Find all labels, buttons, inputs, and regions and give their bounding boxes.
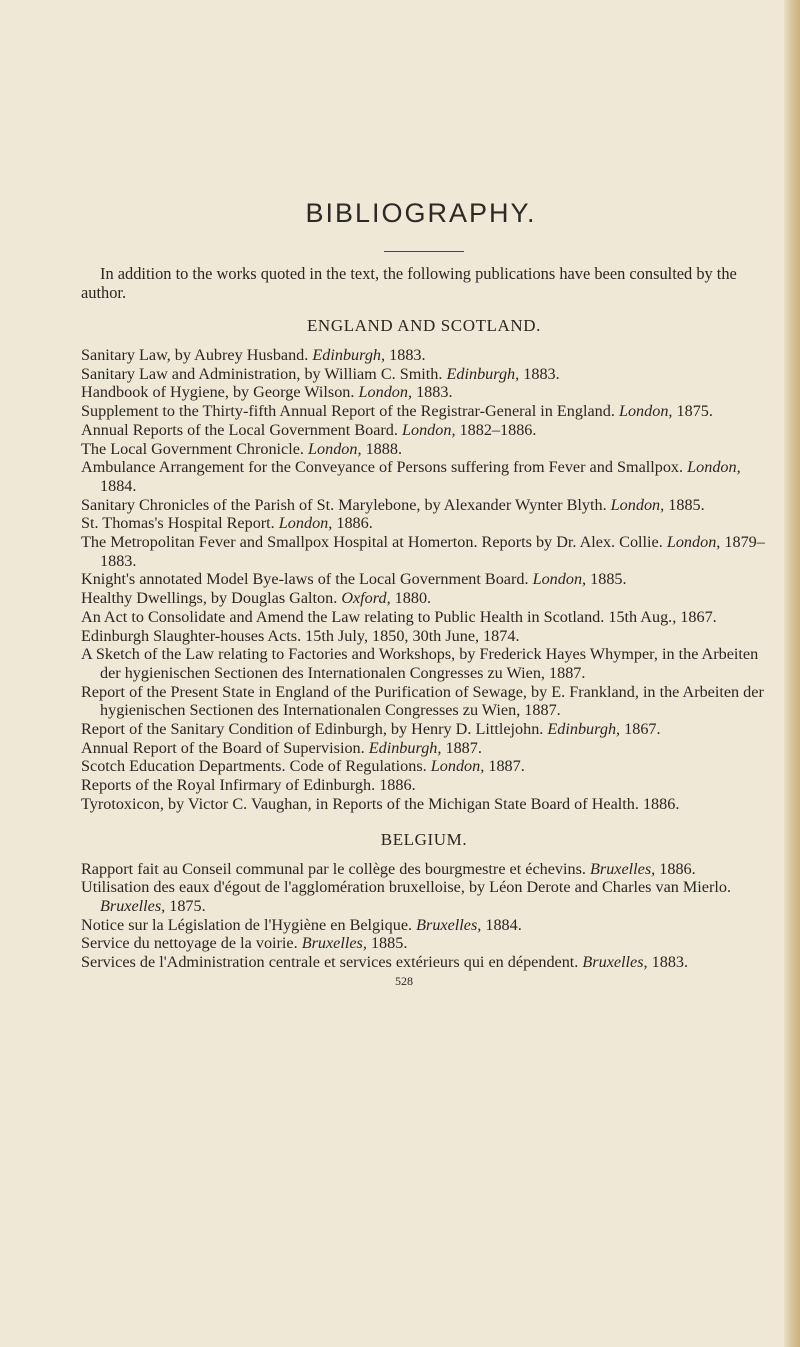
section-heading-belgium: BELGIUM. [380,829,468,849]
bibliography-entry [81,757,767,776]
entry-place: Bruxelles, [100,896,166,915]
bibliography-entry [81,934,767,953]
entry-text: Rapport fait au Conseil communal par le collège des bourgmestre et échevins. [81,859,591,878]
intro-paragraph: In addition to the works quoted in the text, the following publications have been consulted by the author. [81,264,737,302]
bibliography-entry [81,458,767,495]
entry-date: 1867. [620,720,661,739]
entry-place: Edinburgh, [547,720,621,739]
entry-date: 1879–1883. [100,533,765,570]
entry-date: 1883. [412,383,453,402]
page-content [81,198,767,989]
entry-text: The Local Government Chronicle. [81,439,308,458]
entry-text: Supplement to the Thirty-fifth Annual Report of the Registrar-General in England. [81,402,619,421]
entry-text: Scotch Education Departments. Code of Regulations. [81,757,431,776]
bibliography-entry [81,421,767,440]
entry-place: Oxford, [341,589,391,608]
entry-date: 1884. [100,476,137,495]
page-title: BIBLIOGRAPHY. [305,198,537,228]
entry-date: 1885. [664,495,705,514]
entry-date: 1885. [586,570,627,589]
entry-place: Edinburgh, [368,738,442,757]
entry-text: Tyrotoxicon, by Victor C. Vaughan, in Reports of the Michigan State Board of Health. 1886. [81,794,680,813]
entry-place: Bruxelles, [416,915,482,934]
entry-place: London, [358,383,413,402]
entry-text: Service du nettoyage de la voirie. [81,934,302,953]
entry-text: Reports of the Royal Infirmary of Edinburgh. 1886. [81,776,416,795]
bibliography-entry [81,645,767,682]
entry-date: 1883. [385,346,426,364]
entry-text: Utilisation des eaux d'égout de l'agglomération bruxelloise, by Léon Derote and Charles van Mierlo. [81,878,732,897]
entry-place: Bruxelles, [590,859,656,878]
bibliography-entry [81,878,767,915]
page-number: 528 [395,973,413,988]
bibliography-entry [81,739,767,758]
bibliography-entry [81,860,767,879]
title-rule [384,251,464,252]
entry-place: London, [610,495,665,514]
entry-date: 1880. [390,589,432,608]
entry-text: An Act to Consolidate and Amend the Law relating to Public Health in Scotland. 15th Aug., 1867. [81,607,717,626]
bibliography-entry [81,383,767,402]
entry-place: Bruxelles, [301,934,367,953]
entry-text: Sanitary Chronicles of the Parish of St. Marylebone, by Alexander Wynter Blyth. [81,495,611,514]
entries-england-scotland [81,346,767,814]
entries-belgium [81,860,767,972]
bibliography-entry [81,402,767,421]
bibliography-entry [81,720,767,739]
entry-text: Report of the Sanitary Condition of Edinburgh, by Henry D. Littlejohn. [81,720,548,739]
bibliography-entry [81,440,767,459]
entry-place: Bruxelles, [582,953,648,972]
entry-date: 1883. [519,364,560,383]
page-edge [784,0,800,1347]
entry-date: 1886. [332,514,373,533]
entry-text: Handbook of Hygiene, by George Wilson. [81,383,359,402]
entry-place: London, [430,757,485,776]
entry-place: Edinburgh, [446,364,520,383]
entry-date: 1887. [441,738,482,757]
bibliography-entry [81,953,767,972]
entry-text: Sanitary Law, by Aubrey Husband. [81,346,313,364]
bibliography-entry [81,365,767,384]
bibliography-entry [81,916,767,935]
bibliography-entry [81,346,767,365]
bibliography-entry [81,627,767,646]
entry-date: 1887. [484,757,525,776]
entry-text: Report of the Present State in England of the Purification of Sewage, by E. Frankland, in the Arbeiten der hygienischen Sectionen des Internationalen Congresses zu Wien, 1887. [81,682,764,720]
entry-text: Annual Report of the Board of Supervision. [81,738,369,757]
entry-text: Knight's annotated Model Bye-laws of the Local Government Board. [81,570,533,589]
entry-text: Annual Reports of the Local Government Board. [81,420,402,439]
entry-place: London, [666,533,721,552]
entry-date: 1882–1886. [455,420,537,439]
entry-place: London, [532,570,587,589]
entry-date: 1886. [655,859,696,878]
bibliography-entry [81,496,767,515]
entry-date: 1885. [366,934,408,953]
entry-place: London, [308,439,362,458]
entry-place: London, [401,420,456,439]
entry-place: London, [278,514,333,533]
entry-text: Sanitary Law and Administration, by William C. Smith. [81,364,447,383]
entry-date: 1875. [165,896,206,915]
entry-place: London, [618,402,673,421]
bibliography-entry [81,533,767,570]
bibliography-entry [81,608,767,627]
entry-place: Edinburgh, [312,346,386,364]
entry-text: Services de l'Administration centrale et services extérieurs qui en dépendent. [81,953,583,972]
entry-date: 1875. [672,402,713,421]
entry-text: St. Thomas's Hospital Report. [81,514,279,533]
bibliography-entry [81,795,767,814]
bibliography-entry [81,776,767,795]
entry-date: 1884. [481,915,522,934]
bibliography-entry [81,570,767,589]
entry-text: A Sketch of the Law relating to Factories and Workshops, by Frederick Hayes Whymper, in the Arbeiten der hygienischen Sectionen des Internationalen Congresses zu Wien, 1887. [81,645,759,682]
entry-date: 1888. [361,439,402,458]
entry-place: London, [687,458,741,477]
entry-text: The Metropolitan Fever and Smallpox Hospital at Homerton. Reports by Dr. Alex. Collie. [81,533,667,552]
entry-date: 1883. [647,953,689,972]
entry-text: Edinburgh Slaughter-houses Acts. 15th July, 1850, 30th June, 1874. [81,626,520,645]
bibliography-entry [81,514,767,533]
entry-text: Ambulance Arrangement for the Conveyance of Persons suffering from Fever and Smallpox. [81,458,688,477]
section-heading-england-scotland: ENGLAND AND SCOTLAND. [306,316,542,335]
bibliography-entry [81,589,767,608]
bibliography-entry [81,683,767,720]
entry-text: Notice sur la Législation de l'Hygiène en Belgique. [81,915,417,934]
entry-text: Healthy Dwellings, by Douglas Galton. [81,589,342,608]
